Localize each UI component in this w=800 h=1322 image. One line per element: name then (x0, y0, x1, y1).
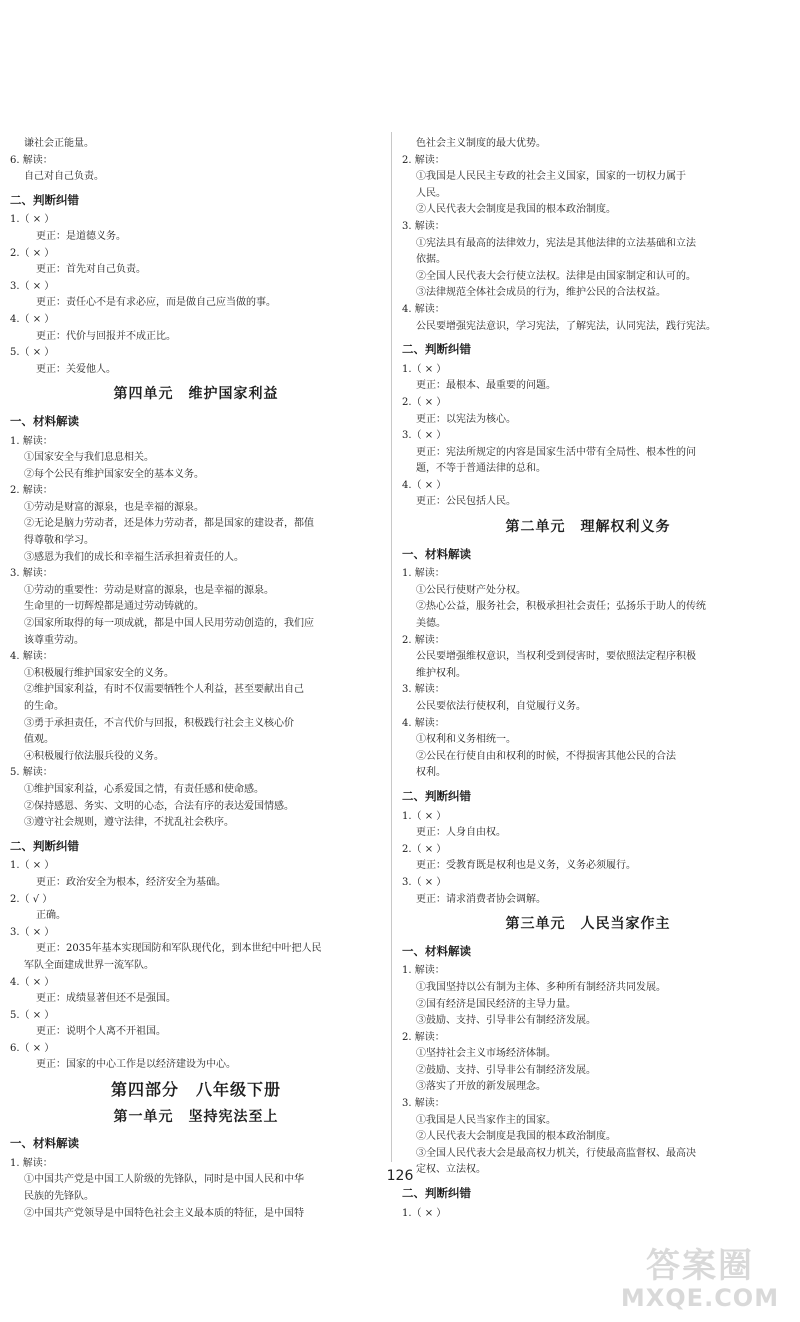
answer-line: 1.（ × ） (10, 214, 55, 226)
answer-line: 更正：关爱他人。 (36, 363, 116, 375)
answer-line: 公民要增强维权意识，当权利受到侵害时，要依照法定程序积极 (416, 651, 696, 663)
answer-line: 4. 解读： (10, 651, 53, 663)
section-heading: 一、材料解读 (10, 1136, 79, 1151)
answer-line: 2.（ √ ） (10, 893, 53, 905)
answer-line: 的生命。 (24, 701, 64, 712)
answer-line: ②每个公民有维护国家安全的基本义务。 (24, 468, 204, 480)
page-number: 126 (386, 1168, 414, 1184)
answer-line: 公民要增强宪法意识，学习宪法，了解宪法，认同宪法，践行宪法。 (416, 320, 716, 332)
answer-line: 美德。 (416, 618, 446, 630)
answer-line: 1.（ × ） (10, 860, 55, 872)
answer-line: ②公民在行使自由和权利的时候，不得损害其他公民的合法 (416, 750, 676, 762)
answer-line: 更正：公民包括人民。 (416, 496, 516, 508)
answer-line: 1. 解读： (402, 965, 445, 977)
answer-line: ①公民行使财产处分权。 (416, 584, 526, 596)
answer-line: ②国家所取得的每一项成就，都是中国人民用劳动创造的，我们应 (24, 618, 314, 630)
answer-line: ②鼓励、支持、引导非公有制经济发展。 (416, 1064, 596, 1076)
answer-line: 5. 解读： (10, 767, 53, 779)
answer-line: 更正：是道德义务。 (36, 230, 126, 242)
answer-line: 4.（ × ） (10, 313, 55, 325)
unit-heading: 第二单元 理解权利义务 (505, 519, 671, 536)
section-heading: 一、材料解读 (10, 413, 79, 428)
answer-line: ①中国共产党是中国工人阶级的先锋队，同时是中国人民和中华 (24, 1174, 304, 1186)
answer-line: ①维护国家利益，心系爱国之情，有责任感和使命感。 (24, 783, 264, 795)
answer-line: 2. 解读： (10, 485, 53, 497)
answer-line: ①劳动的重要性：劳动是财富的源泉，也是幸福的源泉。 (24, 584, 274, 596)
section-heading: 二、判断纠错 (402, 788, 471, 803)
answer-line: 更正：以宪法为核心。 (416, 413, 516, 425)
answer-line: ②热心公益，服务社会，积极承担社会责任；弘扬乐于助人的传统 (416, 601, 706, 613)
section-heading: 二、判断纠错 (402, 342, 471, 357)
answer-line: ①宪法具有最高的法律效力，宪法是其他法律的立法基础和立法 (416, 237, 696, 249)
answer-line: 1.（ × ） (402, 363, 447, 375)
answer-line: 3. 解读： (402, 1098, 445, 1110)
answer-line: 3.（ × ） (10, 280, 55, 292)
answer-line: 更正：成绩显著但还不是强国。 (36, 993, 176, 1005)
section-heading: 一、材料解读 (402, 546, 471, 561)
answer-line: 2. 解读： (402, 1031, 445, 1043)
answer-line: 更正：说明个人离不开祖国。 (36, 1026, 166, 1038)
unit-heading: 第一单元 坚持宪法至上 (113, 1108, 279, 1125)
answer-line: 2.（ × ） (10, 247, 55, 259)
answer-line: 3.（ × ） (10, 926, 55, 938)
answer-line: 更正：首先对自己负责。 (36, 264, 146, 276)
section-heading: 一、材料解读 (402, 943, 471, 958)
answer-line: 2. 解读： (402, 154, 445, 166)
answer-line: 4.（ × ） (10, 976, 55, 988)
answer-line: ②人民代表大会制度是我国的根本政治制度。 (416, 1131, 616, 1143)
answer-line: 该尊重劳动。 (24, 634, 84, 646)
answer-line: ③遵守社会规则，遵守法律，不扰乱社会秩序。 (24, 817, 234, 829)
answer-line: 1. 解读： (10, 1157, 53, 1169)
answer-line: ①坚持社会主义市场经济体制。 (416, 1048, 556, 1060)
answer-line: ④积极履行依法服兵役的义务。 (24, 750, 164, 762)
answer-line: 军队全面建成世界一流军队。 (24, 959, 154, 971)
answer-line: 2. 解读： (402, 634, 445, 646)
answer-line: ②保持感恩、务实、文明的心态，合法有序的表达爱国情感。 (24, 800, 294, 812)
watermark-bottom-text: MXQE.COM (620, 1284, 780, 1312)
answer-line: 生命里的一切辉煌都是通过劳动铸就的。 (24, 601, 204, 613)
answer-line: 更正：政治安全为根本，经济安全为基础。 (36, 876, 226, 888)
right-column (402, 136, 774, 1222)
answer-line: 3. 解读： (10, 568, 53, 580)
answer-line: 1.（ × ） (402, 810, 447, 822)
answer-line: 更正：受教育既是权利也是义务，义务必须履行。 (416, 860, 636, 872)
answer-line: ②中国共产党领导是中国特色社会主义最本质的特征，是中国特 (24, 1207, 304, 1219)
answer-line: ①我国坚持以公有制为主体、多种所有制经济共同发展。 (416, 981, 666, 993)
answer-line: ②国有经济是国民经济的主导力量。 (416, 998, 576, 1010)
answer-line: 6. 解读： (10, 154, 53, 166)
unit-heading: 第四单元 维护国家利益 (113, 386, 279, 403)
answer-line: 定权、立法权。 (416, 1164, 486, 1176)
answer-line: 4. 解读： (402, 717, 445, 729)
answer-line: 得尊敬和学习。 (24, 535, 94, 547)
unit-heading: 第三单元 人民当家作主 (505, 916, 671, 933)
answer-line: 更正：2035年基本实现国防和军队现代化，到本世纪中叶把人民 (36, 943, 322, 955)
answer-line: 3.（ × ） (402, 876, 447, 888)
answer-line: 值观。 (24, 734, 54, 746)
answer-line: 5.（ × ） (10, 1009, 55, 1021)
answer-line: ③全国人民代表大会是最高权力机关，行使最高监督权、最高决 (416, 1147, 696, 1159)
answer-line: 维护权利。 (416, 667, 466, 679)
watermark-top-text: 答案圈 (646, 1246, 754, 1286)
answer-line: 公民要依法行使权利，自觉履行义务。 (416, 701, 586, 712)
watermark-logo (610, 1238, 790, 1318)
answer-line: ③感恩为我们的成长和幸福生活承担着责任的人。 (24, 551, 244, 563)
answer-line: 自己对自己负责。 (24, 171, 104, 183)
answer-line: 权利。 (416, 767, 446, 779)
answer-line: 3. 解读： (402, 684, 445, 696)
answer-line: 2.（ × ） (402, 843, 447, 855)
answer-line: ③法律规范全体社会成员的行为，维护公民的合法权益。 (416, 287, 666, 299)
answer-line: 更正：请求消费者协会调解。 (416, 893, 546, 905)
answer-line: 2.（ × ） (402, 396, 447, 408)
answer-line: 正确。 (36, 910, 66, 922)
answer-line: 更正：代价与回报并不成正比。 (36, 330, 176, 342)
answer-line: 1. 解读： (10, 435, 53, 447)
section-heading: 二、判断纠错 (402, 1186, 471, 1201)
answer-line: 1. 解读： (402, 568, 445, 580)
answer-line: 1.（ × ） (402, 1207, 447, 1219)
answer-line: 4.（ × ） (402, 479, 447, 491)
answer-line: 依据。 (416, 254, 446, 266)
answer-line: 更正：人身自由权。 (416, 827, 506, 839)
answer-line: 谦社会正能量。 (24, 138, 94, 149)
answer-line: ②全国人民代表大会行使立法权。法律是由国家制定和认可的。 (416, 270, 696, 282)
answer-line: 题，不等于普通法律的总和。 (416, 463, 546, 475)
answer-line: 5.（ × ） (10, 347, 55, 359)
answer-line: 4. 解读： (402, 303, 445, 315)
answer-line: 人民。 (416, 187, 446, 199)
answer-line: 3.（ × ） (402, 430, 447, 442)
answer-line: 更正：责任心不是有求必应，而是做自己应当做的事。 (36, 297, 276, 309)
section-heading: 二、判断纠错 (10, 192, 79, 207)
section-heading: 二、判断纠错 (10, 838, 79, 853)
answer-line: ②人民代表大会制度是我国的根本政治制度。 (416, 204, 616, 216)
answer-line: ①积极履行维护国家安全的义务。 (24, 667, 174, 679)
answer-line: ①劳动是财富的源泉，也是幸福的源泉。 (24, 501, 204, 513)
answer-line: 3. 解读： (402, 220, 445, 232)
answer-line: 更正：宪法所规定的内容是国家生活中带有全局性、根本性的问 (416, 446, 696, 458)
left-column (10, 136, 382, 1222)
answer-line: ②无论是脑力劳动者，还是体力劳动者，都是国家的建设者，都值 (24, 518, 314, 530)
answer-line: ③勇于承担责任，不言代价与回报，积极践行社会主义核心价 (24, 717, 294, 729)
answer-line: 更正：最根本、最重要的问题。 (416, 380, 556, 392)
answer-line: ①我国是人民民主专政的社会主义国家，国家的一切权力属于 (416, 171, 686, 183)
answer-line: ①我国是人民当家作主的国家。 (416, 1114, 556, 1126)
answer-line: ①权利和义务相统一。 (416, 734, 516, 746)
answer-line: 更正：国家的中心工作是以经济建设为中心。 (36, 1059, 236, 1071)
answer-line: 6.（ × ） (10, 1042, 55, 1054)
answer-line: ②维护国家利益，有时不仅需要牺牲个人利益，甚至要献出自己 (24, 684, 304, 696)
answer-line: ③落实了开放的新发展理念。 (416, 1081, 546, 1093)
column-divider (391, 132, 392, 1162)
answer-line: ①国家安全与我们息息相关。 (24, 452, 154, 464)
answer-line: 民族的先锋队。 (24, 1191, 94, 1203)
part-heading: 第四部分 八年级下册 (110, 1080, 281, 1100)
answer-line: ③鼓励、支持、引导非公有制经济发展。 (416, 1015, 596, 1027)
answer-line: 色社会主义制度的最大优势。 (416, 138, 546, 149)
